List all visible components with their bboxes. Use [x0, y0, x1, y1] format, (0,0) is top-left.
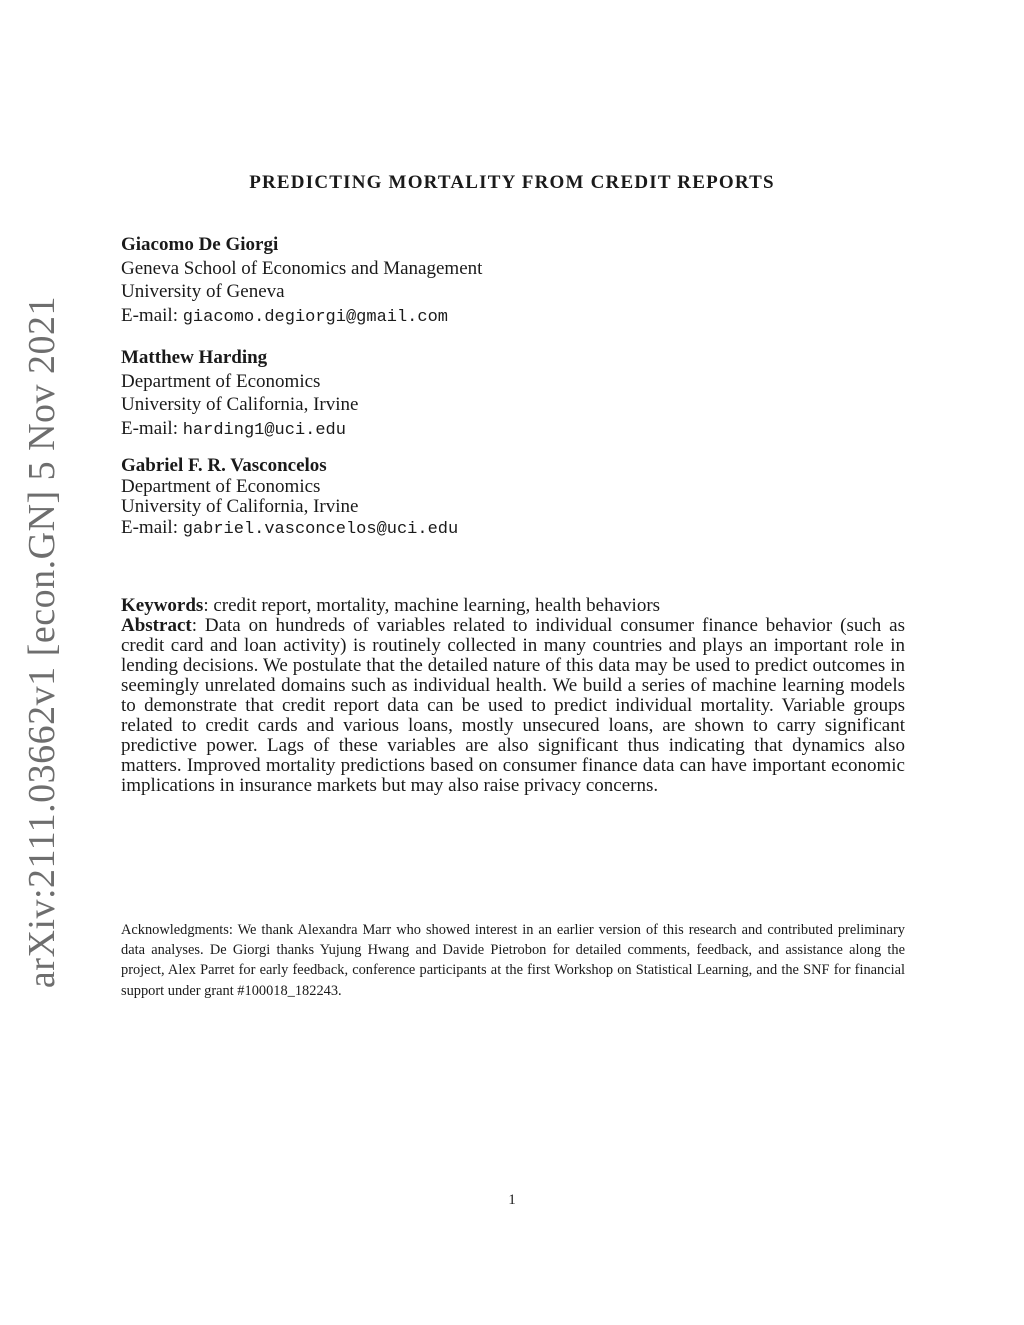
keywords-label: Keywords [121, 595, 204, 616]
author-email-line [121, 417, 358, 443]
acknowledgments: Acknowledgments: We thank Alexandra Marr who showed interest in an earlier version of this research and contributed preliminary data analyses. De Giorgi thanks Yujung Hwang and Davide Pietrobon for detailed comments, feedback, and assistance along the project, Alex Parret for early feedback, conference participants at the first Workshop on Statistical Learning, and the SNF for financial support under grant #100018_182243. [121, 922, 905, 999]
author-affiliation: University of California, Irvine [121, 394, 359, 415]
author-email-line [121, 304, 482, 330]
author-block-3 [121, 456, 458, 540]
author-affiliation: University of California, Irvine [121, 496, 359, 517]
abstract-label: Abstract [121, 615, 192, 636]
paper-title: PREDICTING MORTALITY FROM CREDIT REPORTS [249, 172, 775, 193]
author-name: Giacomo De Giorgi [121, 234, 279, 255]
keywords-text: : credit report, mortality, machine learning, health behaviors [203, 595, 661, 616]
abstract [121, 616, 905, 796]
email-label: E-mail: [121, 516, 183, 538]
author-affiliation: Department of Economics [121, 475, 321, 497]
author-block-2 [121, 346, 358, 442]
abstract-text: : Data on hundreds of variables related to individual consumer finance behavior (such as credit card and loan activity) is routinely collected in many countries and plays an important role in lending decisions. We postulate that the detailed nature of this data may be used to predict outcomes in seemingly unrelated domains such as individual health. We build a series of machine learning models to demonstrate that credit report data can be used to predict individual mortality. Variable groups related to credit cards and various loans, mostly unsecured loans, are shown to carry significant predictive power. Lags of these variables are also significant thus indicating that dynamics also matters. Improved mortality predictions based on consumer finance data can have important economic implications in insurance markets but may also raise privacy concerns. [121, 615, 905, 796]
author-affiliation: Geneva School of Economics and Management [121, 257, 483, 279]
author-email[interactable]: gabriel.vasconcelos@uci.edu [182, 519, 459, 539]
email-label: E-mail: [121, 417, 183, 439]
author-email[interactable]: giacomo.degiorgi@gmail.com [182, 307, 448, 327]
author-affiliation: Department of Economics [121, 370, 321, 392]
author-name: Gabriel F. R. Vasconcelos [121, 455, 327, 476]
page-number: 1 [508, 1192, 516, 1208]
email-label: E-mail: [121, 304, 183, 326]
author-name: Matthew Harding [121, 347, 268, 368]
abstract-section [121, 596, 905, 796]
arxiv-identifier: arXiv:2111.03662v1 [econ.GN] 5 Nov 2021 [21, 295, 63, 989]
keywords [121, 596, 905, 616]
author-affiliation: University of Geneva [121, 281, 285, 302]
author-block-1 [121, 233, 482, 329]
author-email-line [121, 518, 458, 541]
author-email[interactable]: harding1@uci.edu [182, 420, 346, 440]
